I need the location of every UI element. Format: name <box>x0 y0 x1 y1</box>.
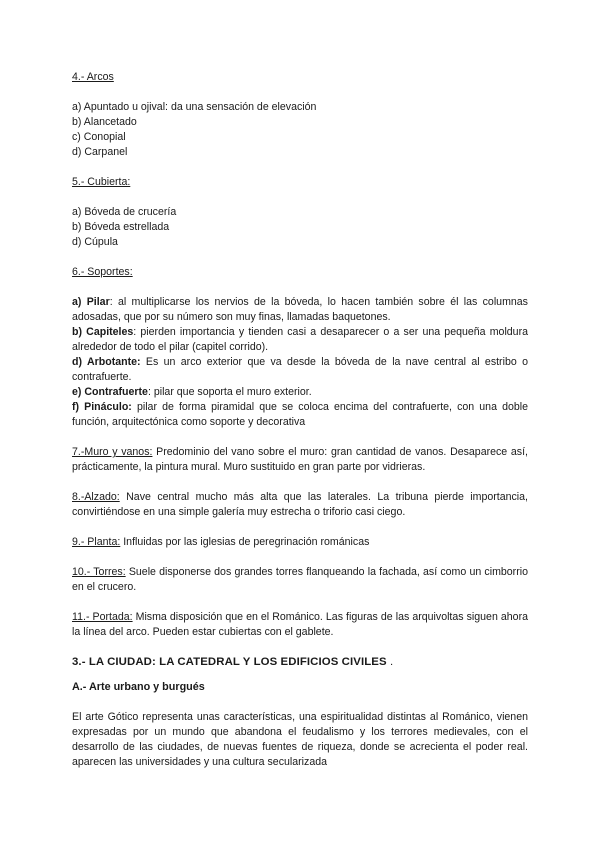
arcos-item: b) Alancetado <box>72 116 137 128</box>
arcos-item: d) Carpanel <box>72 146 128 158</box>
term: b) Capiteles <box>72 326 134 338</box>
section-3-title <box>72 655 528 670</box>
soportes-item-arbotante <box>72 355 528 385</box>
soportes-item-contrafuerte <box>72 385 528 400</box>
torres-paragraph <box>72 565 528 595</box>
torres-heading: 10.- Torres: <box>72 566 126 578</box>
term: d) Arbotante: <box>72 356 141 368</box>
section-a-title: A.- Arte urbano y burgués <box>72 681 205 693</box>
term: f) Pináculo: <box>72 401 132 413</box>
arcos-item: a) Apuntado u ojival: da una sensación de elevación <box>72 101 317 113</box>
definition: : pilar que soporta el muro exterior. <box>147 386 312 398</box>
torres-text: Suele disponerse dos grandes torres flanqueando la fachada, así como un cimborrio en el crucero. <box>72 566 528 593</box>
muro-text: Predominio del vano sobre el muro: gran cantidad de vanos. Desaparece así, prácticamente, la pintura mural. Muro sustituido en gran parte por vidrieras. <box>72 446 528 473</box>
soportes-item-pilar <box>72 295 528 325</box>
soportes-item-capiteles <box>72 325 528 355</box>
section-a-paragraph: El arte Gótico representa unas características, una espiritualidad distintas al Románico, vienen expresadas por un mundo que abandona el feudalismo y los terrores medievales, con el desarrollo de las ciudades, de nuevas fuentes de riqueza, donde se acrecienta el poder real. aparecen las universidades y una cultura secularizada <box>72 711 528 768</box>
document-page <box>72 70 528 770</box>
muro-paragraph <box>72 445 528 475</box>
arcos-item: c) Conopial <box>72 131 126 143</box>
term: e) Contrafuerte <box>72 386 148 398</box>
planta-heading: 9.- Planta: <box>72 536 121 548</box>
alzado-heading: 8.-Alzado: <box>72 491 120 503</box>
portada-text: Misma disposición que en el Románico. Las figuras de las arquivoltas siguen ahora la línea del arco. Pueden estar cubiertas con el gablete. <box>72 611 528 638</box>
definition: pilar de forma piramidal que se coloca encima del contrafuerte, con una doble función, arquitectónica como soporte y decorativa <box>72 401 528 428</box>
soportes-heading: 6.- Soportes: <box>72 266 133 278</box>
portada-heading: 11.- Portada: <box>72 611 133 623</box>
alzado-paragraph <box>72 490 528 520</box>
definition: : pierden importancia y tienden casi a desaparecer o a ser una pequeña moldura alrededor de todo el pilar (capitel corrido). <box>72 326 528 353</box>
planta-text: Influidas por las iglesias de peregrinación románicas <box>120 536 370 548</box>
portada-paragraph <box>72 610 528 640</box>
alzado-text: Nave central mucho más alta que las laterales. La tribuna pierde importancia, convirtiéndose en una simple galería muy estrecha o triforio casi ciego. <box>72 491 528 518</box>
arcos-heading: 4.- Arcos <box>72 71 114 83</box>
muro-heading: 7.-Muro y vanos: <box>72 446 153 458</box>
cubierta-item: a) Bóveda de crucería <box>72 206 177 218</box>
definition: : al multiplicarse los nervios de la bóveda, lo hacen también sobre él las columnas adosadas, que por su número son muy finas, llamadas baquetones. <box>72 296 528 323</box>
definition: Es un arco exterior que va desde la bóveda de la nave central al estribo o contrafuerte. <box>72 356 528 383</box>
section-3-title-suffix: . <box>386 656 394 668</box>
soportes-item-pinaculo <box>72 400 528 430</box>
cubierta-item: d) Cúpula <box>72 236 118 248</box>
cubierta-item: b) Bóveda estrellada <box>72 221 170 233</box>
cubierta-heading: 5.- Cubierta: <box>72 176 131 188</box>
term: a) Pilar <box>72 296 110 308</box>
planta-paragraph <box>72 535 528 550</box>
section-3-title-text: 3.- LA CIUDAD: LA CATEDRAL Y LOS EDIFICIOS CIVILES <box>72 656 387 668</box>
